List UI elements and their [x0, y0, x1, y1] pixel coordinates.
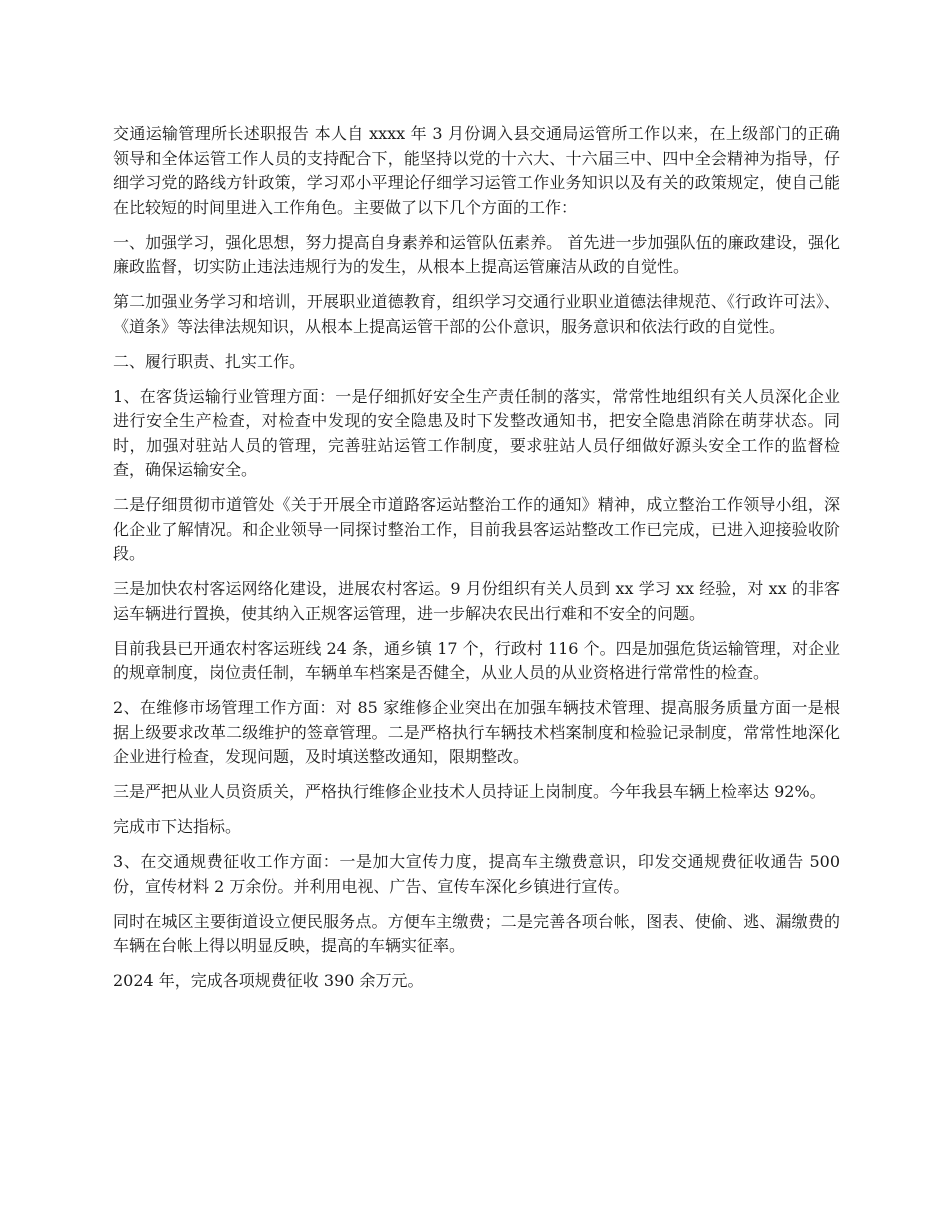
paragraph-fee-collection: 3、在交通规费征收工作方面：一是加大宣传力度，提高车主缴费意识，印发交通规费征收通告 500 份，宣传材料 2 万余份。并利用电视、广告、宣传车深化乡镇进行宣传。: [113, 852, 840, 896]
paragraph-target-complete: 完成市下达指标。: [113, 817, 242, 836]
paragraph-section-one: 一、加强学习，强化思想，努力提高自身素养和运管队伍素养。 首先进一步加强队伍的廉政建设，强化廉政监督，切实防止违法违规行为的发生，从根本上提高运管廉洁从政的自觉性。: [113, 232, 840, 276]
paragraph-rural-lines: 目前我县已开通农村客运班线 24 条，通乡镇 17 个，行政村 116 个。四是加强危货运输管理，对企业的规章制度，岗位责任制，车辆单车档案是否健全，从业人员的从业资格进行常常性的检查。: [113, 638, 840, 682]
paragraph-fee-total: 2024 年，完成各项规费征收 390 余万元。: [113, 971, 424, 990]
paragraph-training: 第二加强业务学习和培训，开展职业道德教育，组织学习交通行业职业道德法律规范、《行政许可法》、《道条》等法律法规知识，从根本上提高运管干部的公仆意识，服务意识和依法行政的自觉性。: [113, 292, 840, 336]
document-body: [113, 122, 840, 994]
paragraph-intro: 交通运输管理所长述职报告 本人自 xxxx 年 3 月份调入县交通局运管所工作以来，在上级部门的正确领导和全体运管工作人员的支持配合下，能坚持以党的十六大、十六届三中、四中全会精神为指导，仔细学习党的路线方针政策，学习邓小平理论仔细学习运管工作业务知识以及有关的政策规定，使自己能在比较短的时间里进入工作角色。主要做了以下几个方面的工作：: [113, 124, 840, 217]
paragraph-station-rectification: 二是仔细贯彻市道管处《关于开展全市道路客运站整治工作的通知》精神，成立整治工作领导小组，深化企业了解情况。和企业领导一同探讨整治工作，目前我县客运站整改工作已完成，已进入迎接验收阶段。: [113, 495, 840, 563]
paragraph-rural-transport: 三是加快农村客运网络化建设，进展农村客运。9 月份组织有关人员到 xx 学习 xx 经验，对 xx 的非客运车辆进行置换，使其纳入正规客运管理，进一步解决农民出行难和不安全的问题。: [113, 579, 840, 623]
paragraph-service-points: 同时在城区主要街道设立便民服务点。方便车主缴费；二是完善各项台帐，图表、使偷、逃、漏缴费的车辆在台帐上得以明显反映，提高的车辆实征率。: [113, 911, 840, 955]
paragraph-section-two: 二、履行职责、扎实工作。: [113, 351, 306, 371]
paragraph-repair-market: 2、在维修市场管理工作方面：对 85 家维修企业突出在加强车辆技术管理、提高服务质量方面一是根据上级要求改革二级维护的签章管理。二是严格执行车辆技术档案制度和检验记录制度，常常性地深化企业进行检查，发现问题，及时填送整改通知，限期整改。: [113, 698, 840, 766]
paragraph-transport-management: 1、在客货运输行业管理方面：一是仔细抓好安全生产责任制的落实，常常性地组织有关人员深化企业进行安全生产检查，对检查中发现的安全隐患及时下发整改通知书，把安全隐患消除在萌芽状态。同时，加强对驻站人员的管理，完善驻站运管工作制度，要求驻站人员仔细做好源头安全工作的监督检查，确保运输安全。: [113, 386, 840, 479]
paragraph-qualification: 三是严把从业人员资质关，严格执行维修企业技术人员持证上岗制度。今年我县车辆上检率达 92%。: [113, 782, 826, 801]
